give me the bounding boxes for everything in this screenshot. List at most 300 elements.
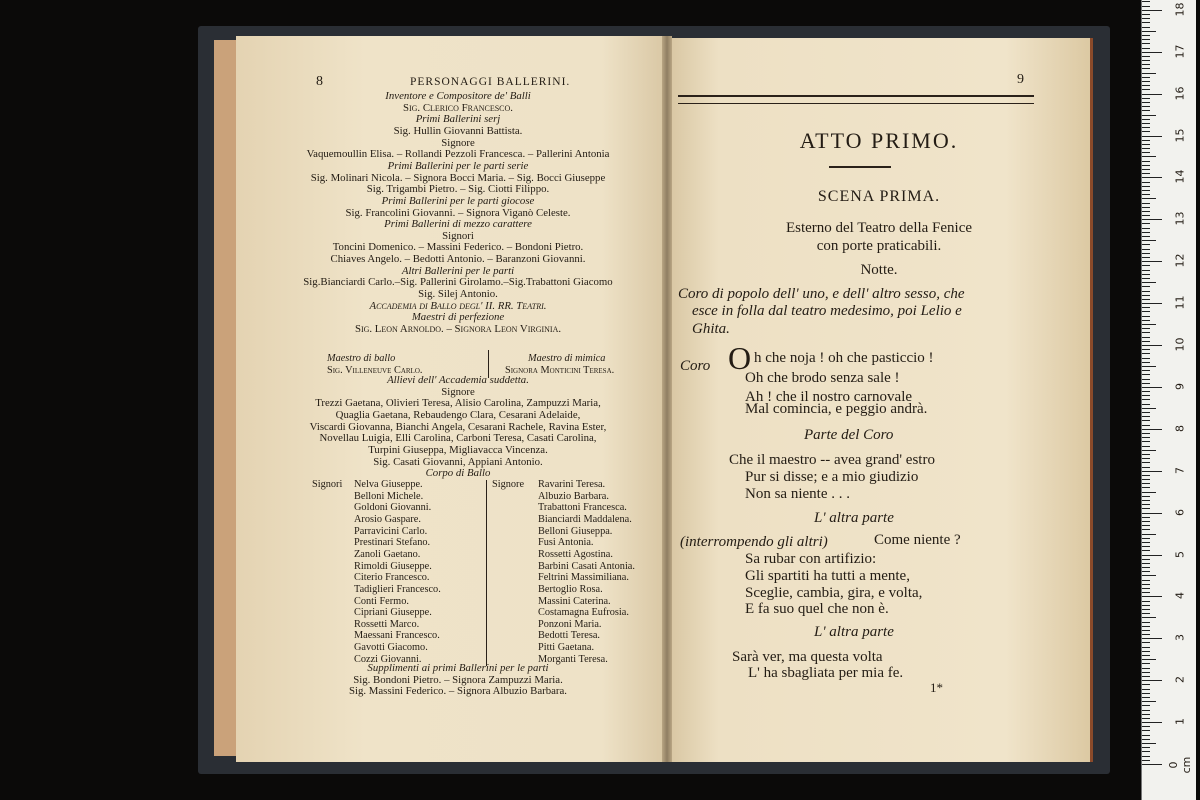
corpo-name: Nelva Giuseppe. [354, 479, 423, 490]
drop-cap: O [728, 340, 752, 376]
measuring-ruler [1141, 0, 1196, 800]
ruler-tick [1142, 177, 1162, 178]
ruler-tick [1142, 94, 1162, 95]
ruler-number: 4 [1173, 592, 1187, 600]
left-page-number: 8 [316, 74, 323, 89]
ruler-tick [1142, 228, 1150, 229]
ruler-tick [1142, 726, 1150, 727]
ruler-tick [1142, 471, 1162, 472]
verse-3: Ah ! che il nostro carnovale [745, 389, 913, 405]
ruler-tick [1142, 278, 1150, 279]
ruler-tick [1142, 203, 1150, 204]
ruler-tick [1142, 454, 1150, 455]
ruler-tick [1142, 743, 1156, 744]
ruler-tick [1142, 588, 1150, 589]
verse-2: Oh che brodo senza sale ! [745, 370, 900, 386]
corpo-name: Bedotti Teresa. [538, 630, 600, 642]
ruler-tick [1142, 379, 1150, 380]
ruler-tick [1142, 546, 1150, 547]
ruler-tick [1142, 705, 1150, 706]
corpo-name: Rossetti Marco. [354, 618, 420, 630]
ruler-number: 18 [1173, 2, 1187, 17]
ruler-tick [1142, 446, 1150, 447]
right-page-number: 9 [1017, 72, 1024, 87]
cast-line: Accademia di Ballo degl' II. RR. Teatri. [369, 299, 547, 312]
cast-line: Vaquemoullin Elisa. – Rollandi Pezzoli Francesca. – Pallerini Antonia [306, 148, 610, 161]
cast-line: Signore [441, 385, 475, 398]
ruler-number: 16 [1173, 86, 1187, 101]
ruler-tick [1142, 14, 1150, 15]
corpo-name: Feltrini Massimiliana. [538, 572, 629, 584]
ruler-tick [1142, 211, 1150, 212]
ruler-tick [1142, 680, 1162, 681]
ruler-tick [1142, 345, 1162, 346]
ruler-tick [1142, 592, 1150, 593]
ruler-tick [1142, 18, 1150, 19]
corpo-name: Conti Fermo. [354, 595, 409, 607]
ruler-tick [1142, 77, 1150, 78]
ruler-tick [1142, 638, 1162, 639]
cast-line: Toncini Domenico. – Massini Federico. – Bondoni Pietro. [332, 241, 584, 254]
stage-direction-2: esce in folla dal teatro medesimo, poi Lelio e [692, 303, 962, 319]
ruler-tick [1142, 270, 1150, 271]
corpo-name: Tadiglieri Francesco. [354, 583, 441, 595]
cast-line: Sig.Bianciardi Carlo.–Sig. Pallerini Girolamo.–Sig.Trabattoni Giacomo [303, 276, 613, 289]
ruler-tick [1142, 642, 1150, 643]
ruler-tick [1142, 555, 1162, 556]
cast-line: Sig. Massini Federico. – Signora Albuzio Barbara. [348, 685, 567, 698]
verse-10: Gli spartiti ha tutti a mente, [745, 568, 910, 584]
time-of-day: Notte. [860, 262, 898, 278]
cast-line: Chiaves Angelo. – Bedotti Antonio. – Baranzoni Giovanni. [330, 253, 586, 266]
verse-13: Sarà ver, ma questa volta [732, 649, 883, 665]
verse-8: Come niente ? [874, 532, 961, 548]
ruler-tick [1142, 257, 1150, 258]
part-heading-3: L' altra parte [814, 624, 894, 640]
master-ballo-title: Maestro di ballo [327, 353, 396, 364]
master-mimica-name: Signora Monticini Teresa. [505, 365, 615, 376]
verse-5: Che il maestro -- avea grand' estro [729, 452, 935, 468]
ruler-number: 3 [1173, 634, 1187, 642]
cast-line: Sig. Leon Arnoldo. – Signora Leon Virginia. [354, 323, 562, 335]
ruler-tick [1142, 253, 1150, 254]
running-head: PERSONAGGI BALLERINI. [410, 76, 571, 88]
ruler-tick [1142, 689, 1150, 690]
ruler-tick [1142, 416, 1150, 417]
ruler-tick [1142, 282, 1156, 283]
cast-line: Sig. Clerico Francesco. [402, 101, 513, 114]
ruler-tick [1142, 52, 1162, 53]
cast-line: Novellau Luigia, Elli Carolina, Carboni Teresa, Casati Carolina, [319, 432, 597, 445]
corpo-name: Maessani Francesco. [354, 630, 440, 642]
cast-line: Corpo di Ballo [425, 467, 491, 480]
corpo-name: Rimoldi Giuseppe. [354, 560, 432, 572]
ruler-tick [1142, 684, 1150, 685]
ruler-tick [1142, 182, 1150, 183]
ruler-tick [1142, 232, 1150, 233]
ruler-tick [1142, 605, 1150, 606]
ruler-tick [1142, 764, 1162, 765]
ruler-tick [1142, 647, 1150, 648]
ruler-tick [1142, 140, 1150, 141]
cast-line: Primi Ballerini di mezzo carattere [384, 218, 532, 231]
ruler-tick [1142, 408, 1156, 409]
ruler-tick [1142, 320, 1150, 321]
ruler-number: 9 [1173, 382, 1187, 390]
ruler-tick [1142, 106, 1150, 107]
ruler-tick [1142, 165, 1150, 166]
ruler-number: 6 [1173, 508, 1187, 516]
ruler-tick [1142, 513, 1162, 514]
ruler-tick [1142, 110, 1150, 111]
ruler-number: 12 [1173, 253, 1187, 268]
ruler-tick [1142, 580, 1150, 581]
corpo-divider [486, 480, 487, 666]
ruler-tick [1142, 274, 1150, 275]
cast-line: Supplimenti ai primi Ballerini per le parti [367, 662, 549, 674]
ruler-tick [1142, 412, 1150, 413]
ruler-tick [1142, 249, 1150, 250]
ruler-tick [1142, 328, 1150, 329]
ruler-tick [1142, 156, 1156, 157]
ruler-number: 5 [1173, 550, 1187, 558]
ruler-tick [1142, 89, 1150, 90]
corpo-name: Goldoni Giovanni. [354, 502, 432, 514]
speaker-coro: Coro [680, 358, 711, 374]
cast-line: Sig. Molinari Nicola. – Signora Bocci Maria. – Sig. Bocci Giuseppe [310, 171, 606, 184]
ruler-tick [1142, 127, 1150, 128]
ruler-tick [1142, 39, 1150, 40]
corpo-name: Massini Caterina. [538, 595, 611, 607]
ruler-tick [1142, 467, 1150, 468]
ruler-tick [1142, 601, 1150, 602]
ruler-tick [1142, 575, 1156, 576]
cast-line: Sig. Francolini Giovanni. – Signora Viganò Celeste. [345, 206, 571, 219]
ruler-tick [1142, 27, 1150, 28]
cast-line: Maestri di perfezione [411, 311, 505, 324]
ruler-tick [1142, 433, 1150, 434]
cast-line: Quaglia Gaetana, Rebaudengo Clara, Cesarani Adelaide, [335, 408, 581, 421]
ruler-number: 15 [1173, 128, 1187, 142]
ruler-tick [1142, 663, 1150, 664]
ruler-tick [1142, 399, 1150, 400]
ruler-tick [1142, 244, 1150, 245]
ruler-tick [1142, 458, 1150, 459]
ruler-tick [1142, 613, 1150, 614]
verse-4: Mal comincia, e peggio andrà. [745, 401, 928, 417]
ruler-tick [1142, 529, 1150, 530]
ruler-tick [1142, 119, 1150, 120]
ruler-tick [1142, 634, 1150, 635]
corpo-name: Gavotti Giacomo. [354, 642, 428, 654]
ruler-tick [1142, 542, 1150, 543]
ruler-tick [1142, 504, 1150, 505]
corpo-name: Morganti Teresa. [538, 653, 608, 665]
ruler-tick [1142, 596, 1162, 597]
corpo-name: Bianciardi Maddalena. [538, 513, 632, 525]
ruler-tick [1142, 722, 1162, 723]
ruler-tick [1142, 425, 1150, 426]
ruler-tick [1142, 337, 1150, 338]
ruler-number: 11 [1173, 295, 1187, 310]
ruler-tick [1142, 387, 1162, 388]
ruler-tick [1142, 479, 1150, 480]
scene-title: SCENA PRIMA. [817, 188, 941, 205]
corpo-name: Citerio Francesco. [354, 572, 430, 584]
ruler-tick [1142, 571, 1150, 572]
ruler-tick [1142, 115, 1156, 116]
ruler-tick [1142, 735, 1150, 736]
ruler-tick [1142, 148, 1150, 149]
stage-direction-1: Coro di popolo dell' uno, e dell' altro sesso, che [678, 286, 965, 302]
ruler-tick [1142, 508, 1150, 509]
ruler-tick [1142, 483, 1150, 484]
cast-line: Sig. Hullin Giovanni Battista. [393, 124, 523, 137]
stage-direction-3: Ghita. [692, 321, 730, 337]
cast-line: Turpini Giuseppa, Migliavacca Vincenza. [368, 443, 548, 456]
ruler-tick [1142, 68, 1150, 69]
corpo-name: Pitti Gaetana. [538, 642, 595, 654]
ruler-tick [1142, 64, 1150, 65]
stage-note: (interrompendo gli altri) [680, 534, 828, 550]
ruler-tick [1142, 617, 1156, 618]
ruler-tick [1142, 487, 1150, 488]
master-mimica-title: Maestro di mimica [528, 353, 606, 364]
ruler-tick [1142, 538, 1150, 539]
ruler-tick [1142, 303, 1162, 304]
ruler-number: 17 [1173, 44, 1187, 59]
setting-line-2: con porte praticabili. [816, 238, 942, 254]
ruler-tick [1142, 563, 1150, 564]
corpo-name: Ravarini Teresa. [538, 479, 606, 490]
ruler-tick [1142, 240, 1156, 241]
ruler-tick [1142, 517, 1150, 518]
ruler-number: 1 [1173, 718, 1187, 726]
ruler-tick [1142, 123, 1150, 124]
corpo-name: Trabattoni Francesca. [538, 502, 627, 514]
ruler-tick [1142, 584, 1150, 585]
cast-line: Trezzi Gaetana, Olivieri Teresa, Alisio Carolina, Zampuzzi Maria, [315, 397, 601, 410]
ruler-tick [1142, 341, 1150, 342]
ruler-tick [1142, 475, 1150, 476]
corpo-name: Cipriani Giuseppe. [354, 607, 432, 619]
ruler-tick [1142, 651, 1150, 652]
ruler-tick [1142, 291, 1150, 292]
ruler-tick [1142, 730, 1150, 731]
ruler-tick [1142, 161, 1150, 162]
ruler-tick [1142, 81, 1150, 82]
ruler-tick [1142, 207, 1150, 208]
ruler-tick [1142, 198, 1156, 199]
corpo-name: Albuzio Barbara. [538, 490, 609, 502]
verse-11: Sceglie, cambia, gira, e volta, [745, 585, 923, 601]
cast-line: Signore [441, 136, 475, 149]
ruler-tick [1142, 714, 1150, 715]
verse-9: Sa rubar con artifizio: [745, 551, 877, 567]
ruler-tick [1142, 190, 1150, 191]
ruler-tick [1142, 35, 1150, 36]
cast-line: Primi Ballerini per le parti giocose [381, 194, 535, 207]
ruler-tick [1142, 391, 1150, 392]
ruler-tick [1142, 429, 1162, 430]
ruler-tick [1142, 316, 1150, 317]
verse-6: Pur si disse; e a mio giudizio [745, 469, 919, 485]
corpo-name: Barbini Casati Antonia. [538, 560, 635, 572]
ruler-tick [1142, 22, 1150, 23]
corpo-name: Belloni Giuseppa. [538, 525, 613, 537]
ruler-tick [1142, 1, 1150, 2]
master-ballo-name: Sig. Villeneuve Carlo. [327, 365, 423, 376]
cast-line: Viscardi Giovanna, Bianchi Angela, Cesarani Rachele, Ravina Ester, [309, 420, 607, 433]
part-heading-1: Parte del Coro [804, 427, 894, 443]
corpo-name: Costamagna Eufrosia. [538, 607, 629, 619]
ruler-tick [1142, 462, 1150, 463]
ruler-tick [1142, 219, 1162, 220]
cast-line: Sig. Bondoni Pietro. – Signora Zampuzzi Maria. [353, 673, 563, 686]
ruler-tick [1142, 85, 1150, 86]
ruler-tick [1142, 169, 1150, 170]
ruler-tick [1142, 173, 1150, 174]
corpo-name: Bertoglio Rosa. [538, 583, 603, 595]
cast-line: Sig. Silej Antonio. [418, 288, 498, 301]
ruler-tick [1142, 441, 1150, 442]
ruler-tick [1142, 655, 1150, 656]
corpo-name: Parravicini Carlo. [354, 525, 428, 537]
ruler-number: 2 [1173, 676, 1187, 684]
ruler-tick [1142, 349, 1150, 350]
ruler-tick [1142, 701, 1156, 702]
verse-1: h che noja ! oh che pasticcio ! [754, 350, 934, 366]
ruler-tick [1142, 358, 1150, 359]
cast-line: Sig. Trigambi Pietro. – Sig. Ciotti Filippo. [366, 183, 550, 196]
ruler-number: 10 [1173, 337, 1187, 352]
corpo-name: Rossetti Agostina. [538, 548, 613, 560]
ruler-tick [1142, 747, 1150, 748]
ruler-tick [1142, 668, 1150, 669]
ruler-tick [1142, 609, 1150, 610]
ruler-tick [1142, 6, 1150, 7]
corpo-signori-header: Signori [312, 479, 343, 490]
corpo-name: Arosio Gaspare. [354, 513, 421, 525]
verse-12: E fa suo quel che non è. [745, 601, 889, 617]
ruler-tick [1142, 353, 1150, 354]
ruler-tick [1142, 550, 1150, 551]
ruler-tick [1142, 366, 1156, 367]
ruler-tick [1142, 751, 1150, 752]
ruler-tick [1142, 383, 1150, 384]
ruler-tick [1142, 760, 1150, 761]
ruler-tick [1142, 261, 1162, 262]
ruler-tick [1142, 370, 1150, 371]
corpo-name: Prestinari Stefano. [354, 537, 431, 549]
ruler-tick [1142, 718, 1150, 719]
ruler-tick [1142, 630, 1150, 631]
cast-line: Inventore e Compositore de' Balli [385, 90, 531, 102]
ruler-tick [1142, 60, 1150, 61]
ruler-tick [1142, 43, 1150, 44]
cast-line: Primi Ballerini serj [415, 113, 501, 126]
ruler-tick [1142, 186, 1150, 187]
ruler-tick [1142, 404, 1150, 405]
verse-7: Non sa niente . . . [745, 486, 850, 502]
setting-line-1: Esterno del Teatro della Fenice [785, 220, 973, 236]
ruler-tick [1142, 31, 1156, 32]
ruler-tick [1142, 311, 1150, 312]
ruler-tick [1142, 676, 1150, 677]
ruler-tick [1142, 496, 1150, 497]
ruler-number: 13 [1173, 211, 1187, 226]
part-heading-2: L' altra parte [814, 510, 894, 526]
ruler-tick [1142, 659, 1156, 660]
ruler-tick [1142, 73, 1156, 74]
ruler-tick [1142, 215, 1150, 216]
ruler-tick [1142, 710, 1150, 711]
ruler-tick [1142, 131, 1150, 132]
ruler-tick [1142, 362, 1150, 363]
ruler-tick [1142, 626, 1150, 627]
corpo-name: Fusi Antonia. [538, 537, 594, 549]
ruler-tick [1142, 559, 1150, 560]
ruler-tick [1142, 395, 1150, 396]
ruler-tick [1142, 420, 1150, 421]
ruler-tick [1142, 450, 1156, 451]
cast-line: Altri Ballerini per le parti [401, 264, 515, 277]
corpo-signore-header: Signore [492, 479, 525, 490]
ruler-tick [1142, 622, 1150, 623]
ruler-tick [1142, 521, 1150, 522]
ruler-tick [1142, 693, 1150, 694]
cast-line: Signori [442, 229, 474, 242]
ruler-number: 8 [1173, 424, 1187, 432]
corpo-name: Zanoli Gaetano. [354, 548, 421, 560]
corpo-name: Ponzoni Maria. [538, 618, 602, 630]
ruler-tick [1142, 492, 1156, 493]
ruler-tick [1142, 56, 1150, 57]
verse-14: L' ha sbagliata per mia fe. [748, 665, 904, 681]
ruler-tick [1142, 265, 1150, 266]
ruler-tick [1142, 739, 1150, 740]
ruler-tick [1142, 295, 1150, 296]
cast-line: Allievi dell' Accademia suddetta. [387, 374, 529, 386]
ruler-tick [1142, 324, 1156, 325]
ruler-tick [1142, 307, 1150, 308]
ruler-tick [1142, 374, 1150, 375]
header-rule [678, 95, 1034, 104]
ruler-tick [1142, 756, 1150, 757]
ruler-tick [1142, 98, 1150, 99]
ruler-tick [1142, 102, 1150, 103]
ruler-tick [1142, 236, 1150, 237]
ruler-number: 7 [1173, 466, 1187, 474]
ruler-tick [1142, 437, 1150, 438]
ruler-tick [1142, 697, 1150, 698]
ruler-tick [1142, 10, 1162, 11]
ruler-tick [1142, 286, 1150, 287]
ruler-tick [1142, 194, 1150, 195]
ruler-tick [1142, 136, 1162, 137]
corpo-name: Cozzi Giovanni. [354, 653, 422, 665]
ruler-tick [1142, 144, 1150, 145]
ruler-tick [1142, 48, 1150, 49]
act-title: ATTO PRIMO. [799, 128, 959, 153]
title-rule [829, 166, 891, 168]
ruler-unit-label: 0 cm [1167, 756, 1193, 774]
cast-line: Sig. Casati Giovanni, Appiani Antonio. [373, 455, 543, 468]
ruler-tick [1142, 534, 1156, 535]
ruler-tick [1142, 500, 1150, 501]
ruler-tick [1142, 567, 1150, 568]
ruler-tick [1142, 332, 1150, 333]
